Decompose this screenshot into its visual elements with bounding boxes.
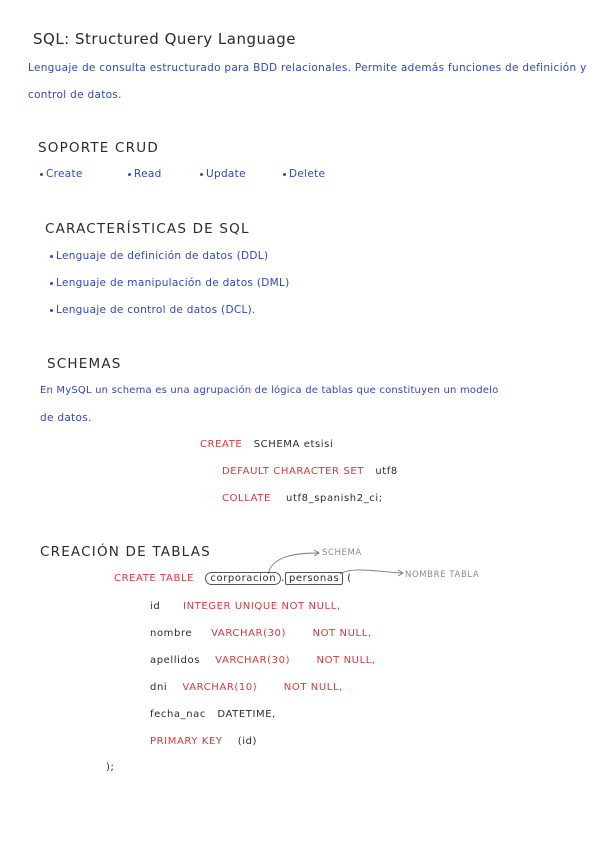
schemas-text-line-2: de datos. <box>40 412 92 424</box>
bullet-icon <box>128 173 131 176</box>
table-arrowhead <box>398 570 403 576</box>
page-title: SQL: Structured Query Language <box>33 30 296 48</box>
bullet-icon <box>50 282 53 285</box>
table-name: personas <box>285 572 343 585</box>
schemas-text-line-1: En MySQL un schema es una agrupación de lógica de tablas que constituyen un modelo <box>40 385 499 396</box>
caracteristica-dcl: Lenguaje de control de datos (DCL). <box>50 304 256 316</box>
crud-heading: SOPORTE CRUD <box>38 140 159 156</box>
caracteristica-dml: Lenguaje de manipulación de datos (DML) <box>50 277 290 289</box>
create-table-line: CREATE TABLE corporacion . personas ( <box>114 573 352 584</box>
caracteristicas-heading: CARACTERÍSTICAS DE SQL <box>45 221 250 237</box>
schemas-heading: SCHEMAS <box>47 356 122 372</box>
schema-code-line-2: DEFAULT CHARACTER SET utf8 <box>222 466 398 477</box>
intro-line-2: control de datos. <box>28 89 122 101</box>
creacion-heading: CREACIÓN DE TABLAS <box>40 544 211 560</box>
schema-arrowhead <box>314 550 319 556</box>
schema-name: corporacion <box>205 572 281 585</box>
annotation-schema: SCHEMA <box>322 548 362 558</box>
bullet-icon <box>283 173 286 176</box>
crud-item-update: Update <box>200 168 246 180</box>
schema-arrow <box>268 553 318 574</box>
bullet-icon <box>200 173 203 176</box>
annotation-nombre-tabla: NOMBRE TABLA <box>405 570 480 580</box>
column-apellidos: apellidos VARCHAR(30) NOT NULL, <box>150 655 376 666</box>
column-nombre: nombre VARCHAR(30) NOT NULL, <box>150 628 372 639</box>
caracteristica-ddl: Lenguaje de definición de datos (DDL) <box>50 250 268 262</box>
crud-item-delete: Delete <box>283 168 325 180</box>
create-table-close: ); <box>106 762 115 773</box>
bullet-icon <box>40 173 43 176</box>
crud-item-read: Read <box>128 168 162 180</box>
primary-key-line: PRIMARY KEY (id) <box>150 736 258 747</box>
bullet-icon <box>50 255 53 258</box>
column-id: id INTEGER UNIQUE NOT NULL, <box>150 601 341 612</box>
schema-code-line-1: CREATE SCHEMA etsisi <box>200 439 334 450</box>
column-dni: dni VARCHAR(10) NOT NULL, <box>150 682 343 693</box>
column-fecha-nac: fecha_nac DATETIME, <box>150 709 276 720</box>
crud-item-create: Create <box>40 168 83 180</box>
intro-line-1: Lenguaje de consulta estructurado para BDD relacionales. Permite además funciones de definición y <box>28 62 587 74</box>
schema-code-line-3: COLLATE utf8_spanish2_ci; <box>222 493 383 504</box>
bullet-icon <box>50 309 53 312</box>
